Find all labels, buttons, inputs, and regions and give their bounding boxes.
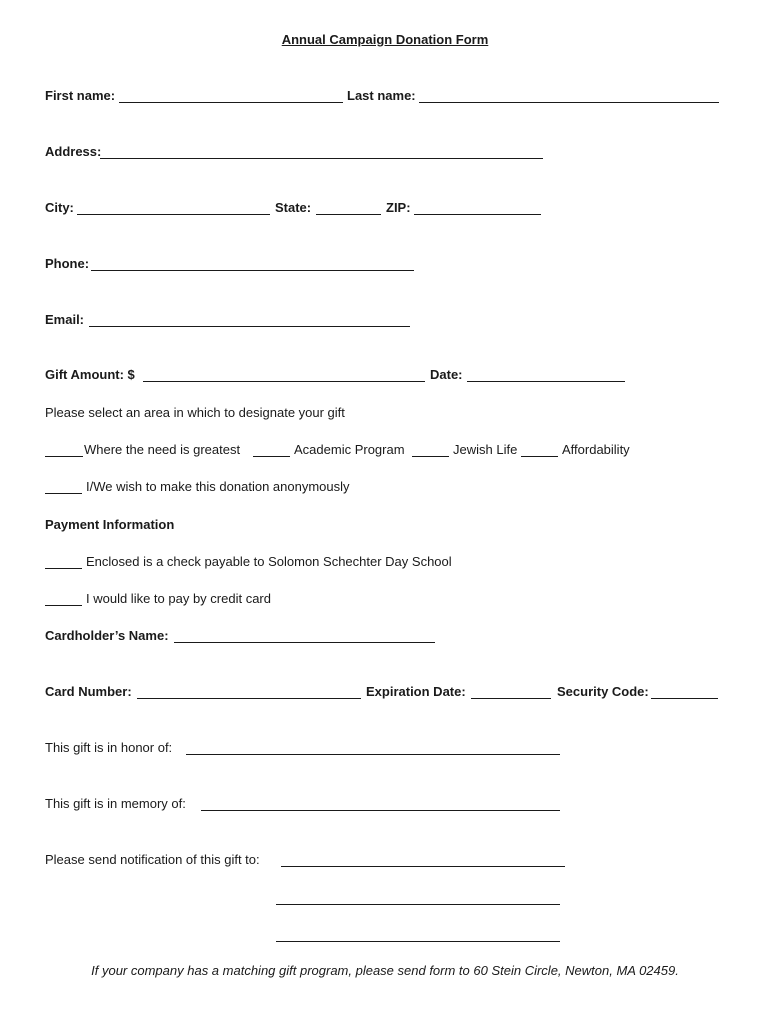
cardholder-field[interactable] [174,642,435,643]
notification-field-2[interactable] [276,904,560,905]
area-checkbox-academic[interactable] [253,456,290,457]
card-number-field[interactable] [137,698,361,699]
city-field[interactable] [77,214,270,215]
credit-card-label: I would like to pay by credit card [86,591,271,606]
notification-label: Please send notification of this gift to: [45,852,260,867]
cardholder-label: Cardholder’s Name: [45,628,169,643]
state-label: State: [275,200,312,215]
area-checkbox-need[interactable] [45,456,83,457]
area-option-academic: Academic Program [294,442,405,457]
form-title: Annual Campaign Donation Form [281,32,489,47]
state-field[interactable] [316,214,381,215]
honor-field[interactable] [186,754,560,755]
phone-label: Phone: [45,256,90,271]
matching-gift-note: If your company has a matching gift program, please send form to 60 Stein Circle, Newton, MA 02459. [91,963,679,978]
gift-amount-label: Gift Amount: $ [45,367,135,382]
zip-field[interactable] [414,214,541,215]
date-label: Date: [430,367,463,382]
last-name-label: Last name: [347,88,416,103]
security-code-field[interactable] [651,698,718,699]
anonymous-label: I/We wish to make this donation anonymously [86,479,350,494]
address-label: Address: [45,144,102,159]
check-label: Enclosed is a check payable to Solomon Schechter Day School [86,554,452,569]
area-option-affordability: Affordability [562,442,630,457]
security-code-label: Security Code: [557,684,649,699]
notification-field-1[interactable] [281,866,565,867]
zip-label: ZIP: [386,200,411,215]
area-option-need: Where the need is greatest [84,442,241,457]
expiration-field[interactable] [471,698,551,699]
designate-prompt: Please select an area in which to designate your gift [45,405,345,420]
city-label: City: [45,200,74,215]
credit-card-checkbox[interactable] [45,605,82,606]
memory-field[interactable] [201,810,560,811]
email-field[interactable] [89,326,410,327]
date-field[interactable] [467,381,625,382]
memory-label: This gift is in memory of: [45,796,186,811]
area-option-jewish-life: Jewish Life [453,442,518,457]
check-checkbox[interactable] [45,568,82,569]
first-name-label: First name: [45,88,116,103]
payment-heading: Payment Information [45,517,175,532]
first-name-field[interactable] [119,102,343,103]
notification-field-3[interactable] [276,941,560,942]
honor-label: This gift is in honor of: [45,740,173,755]
last-name-field[interactable] [419,102,719,103]
address-field[interactable] [100,158,543,159]
anonymous-checkbox[interactable] [45,493,82,494]
email-label: Email: [45,312,85,327]
phone-field[interactable] [91,270,414,271]
card-number-label: Card Number: [45,684,132,699]
area-checkbox-affordability[interactable] [521,456,558,457]
area-checkbox-jewish-life[interactable] [412,456,449,457]
expiration-label: Expiration Date: [366,684,466,699]
gift-amount-field[interactable] [143,381,425,382]
